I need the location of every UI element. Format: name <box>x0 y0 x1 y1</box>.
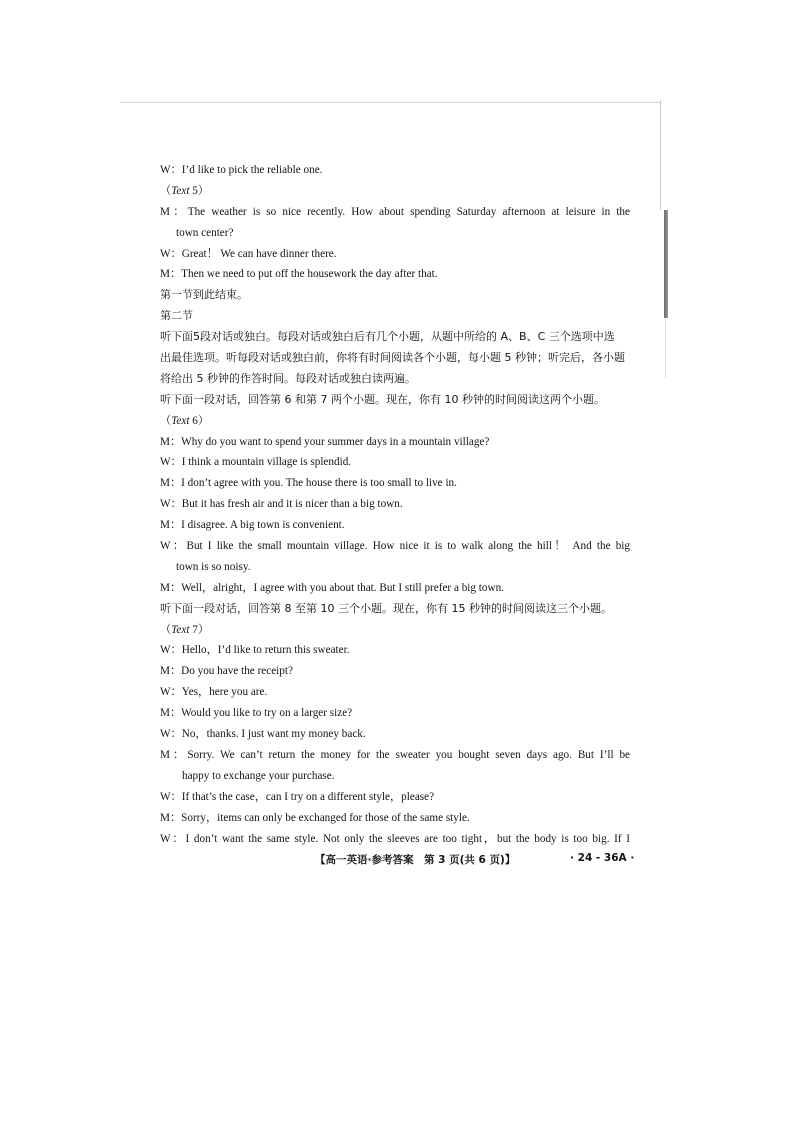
dialogue-line: M：I disagree. A big town is convenient. <box>160 519 345 532</box>
dialogue-line: W：But I like the small mountain village. How nice it is to walk along the hill！ And the big <box>160 540 630 553</box>
section-label-text-5: （Text 5） <box>160 184 210 197</box>
footer-code: · 24 - 36A · <box>570 852 635 864</box>
dialogue-line: W：I don’t want the same style. Not only the sleeves are too tight，but the body is too big. If I <box>160 832 630 845</box>
dialogue-line: M：Sorry，items can only be exchanged for those of the same style. <box>160 811 470 824</box>
dialogue-line-continuation: town is so noisy. <box>176 560 251 573</box>
footer-title: 【高一英语·参考答案 第 3 页(共 6 页)】 <box>315 854 516 866</box>
page-footer <box>160 852 640 868</box>
page-edge-fade <box>665 318 666 378</box>
dialogue-line: W：Hello，I’d like to return this sweater. <box>160 644 350 657</box>
section-label-text-7: （Text 7） <box>160 623 210 636</box>
dialogue-line: M：Then we need to put off the housework the day after that. <box>160 268 438 281</box>
section-heading: 第二节 <box>160 309 193 323</box>
section-end-note: 第一节到此结束。 <box>160 288 248 302</box>
dialogue-line: M：Sorry. We can’t return the money for the sweater you bought seven days ago. But I’ll be <box>160 748 630 761</box>
instruction-line: 听下面一段对话，回答第 6 和第 7 两个小题。现在，你有 10 秒钟的时间阅读这两个小题。 <box>160 392 605 406</box>
dialogue-line: W：I’d like to pick the reliable one. <box>160 164 323 176</box>
dialogue-line: W：Great！ We can have dinner there. <box>160 247 337 260</box>
dialogue-line: M：Why do you want to spend your summer days in a mountain village? <box>160 435 490 448</box>
instruction-line: 出最佳选项。听每段对话或独白前，你将有时间阅读各个小题，每小题 5 秒钟；听完后，各小题 <box>160 351 625 365</box>
section-label-text-6: （Text 6） <box>160 414 210 427</box>
dialogue-line: W：Yes，here you are. <box>160 686 268 699</box>
dialogue-line: M：Well，alright，I agree with you about that. But I still prefer a big town. <box>160 581 504 594</box>
dialogue-line: W：But it has fresh air and it is nicer than a big town. <box>160 498 403 511</box>
dialogue-line: M：I don’t agree with you. The house there is too small to live in. <box>160 477 457 490</box>
instruction-line: 将给出 5 秒钟的作答时间。每段对话或独白读两遍。 <box>160 371 416 385</box>
dialogue-line-continuation: happy to exchange your purchase. <box>182 769 335 782</box>
dialogue-line: W：No，thanks. I just want my money back. <box>160 728 366 741</box>
instruction-line: 听下面5段对话或独白。每段对话或独白后有几个小题，从题中所给的 A、B、C 三个选项中选 <box>160 330 615 344</box>
instruction-line: 听下面一段对话，回答第 8 至第 10 三个小题。现在，你有 15 秒钟的时间阅读这三个小题。 <box>160 601 612 615</box>
dialogue-line: W：I think a mountain village is splendid. <box>160 456 352 469</box>
dialogue-line: M：The weather is so nice recently. How about spending Saturday afternoon at leisure in the <box>160 205 630 218</box>
dialogue-line: W：If that’s the case，can I try on a different style，please? <box>160 790 435 803</box>
dialogue-line-continuation: town center? <box>176 226 234 239</box>
page-top-edge <box>120 102 660 103</box>
dialogue-line: M：Do you have the receipt? <box>160 665 293 678</box>
page-edge-shadow <box>664 210 668 318</box>
document-body <box>160 160 630 849</box>
dialogue-line: M：Would you like to try on a larger size? <box>160 707 353 720</box>
page-right-edge <box>660 100 661 210</box>
